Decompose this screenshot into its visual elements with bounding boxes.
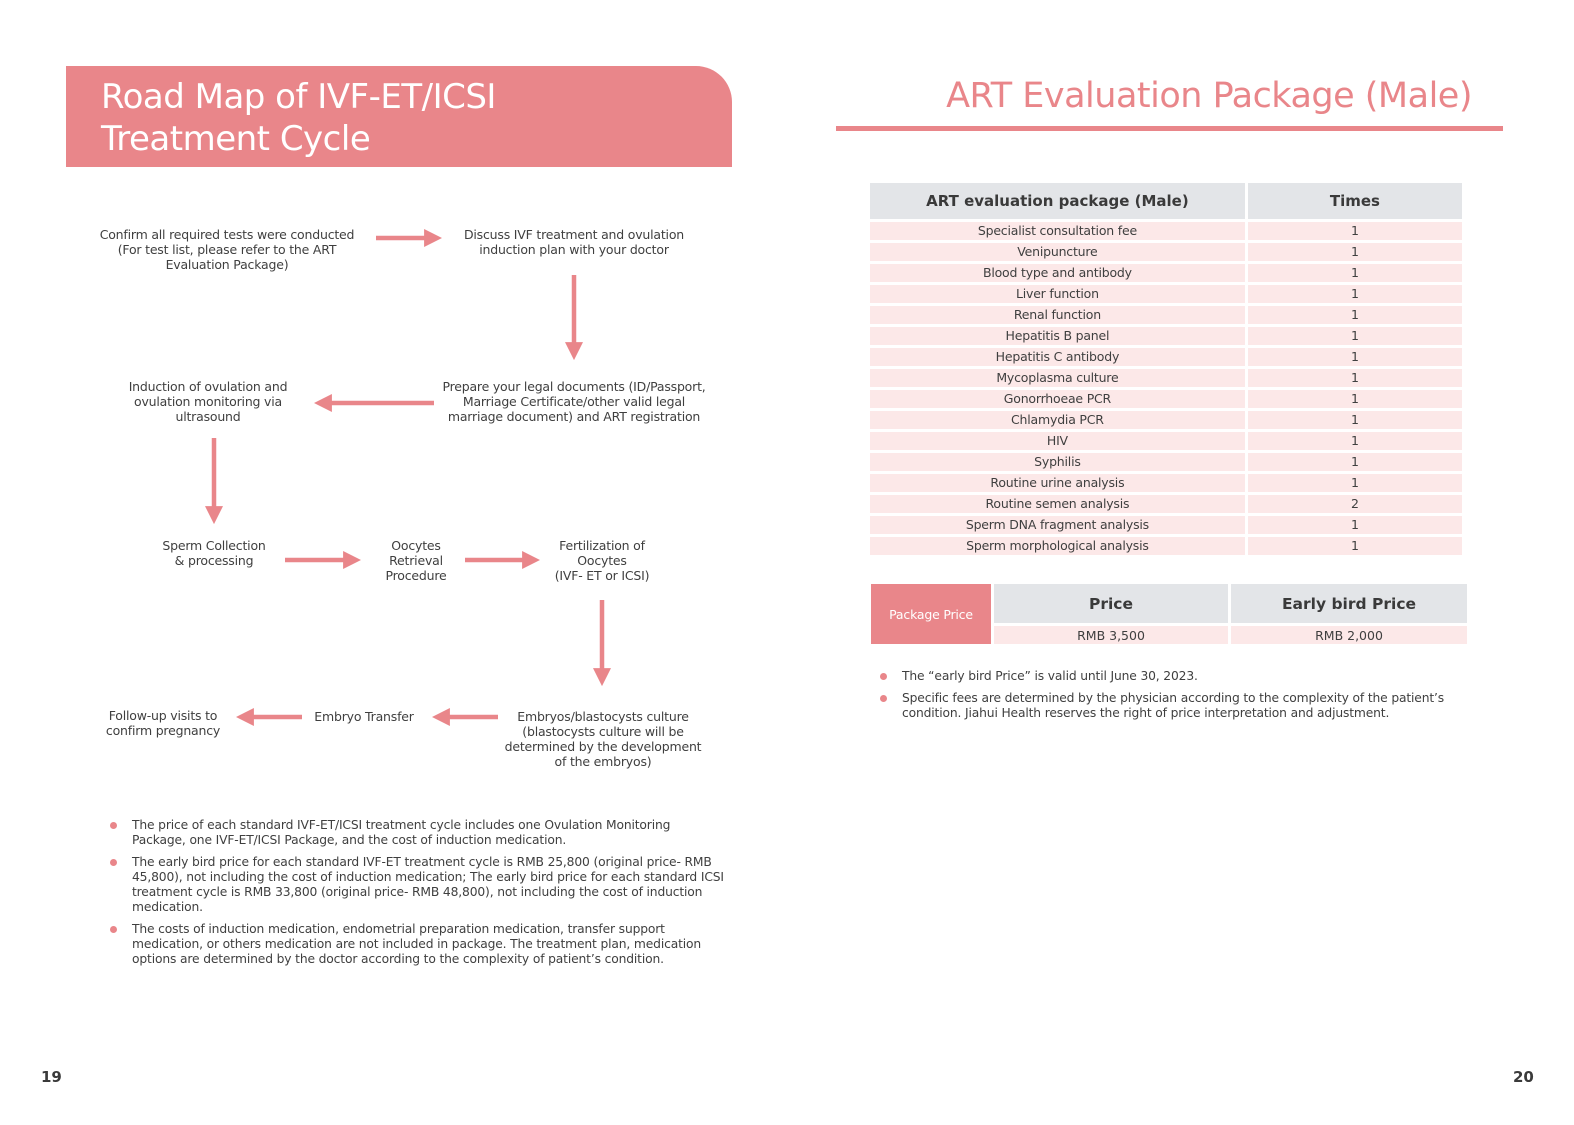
- item-name-cell: Sperm morphological analysis: [870, 537, 1245, 555]
- step-confirm-tests: Confirm all required tests were conducted (For test list, please refer to the ART Evaluation Package): [99, 227, 355, 272]
- item-times-cell: 1: [1248, 474, 1462, 492]
- item-times-cell: 1: [1248, 390, 1462, 408]
- item-name-cell: Liver function: [870, 285, 1245, 303]
- item-name-cell: Venipuncture: [870, 243, 1245, 261]
- table-header-row: [870, 183, 1462, 219]
- item-name-cell: Routine semen analysis: [870, 495, 1245, 513]
- item-name-cell: Hepatitis B panel: [870, 327, 1245, 345]
- early-bird-header: Early bird Price: [1231, 584, 1467, 623]
- item-name-cell: Renal function: [870, 306, 1245, 324]
- table-row: [870, 516, 1462, 534]
- item-name-cell: Gonorrhoeae PCR: [870, 390, 1245, 408]
- right-page-title: ART Evaluation Package (Male): [946, 76, 1472, 116]
- table-row: [870, 222, 1462, 240]
- step-fertilization: Fertilization of Oocytes (IVF- ET or ICSI): [554, 538, 650, 583]
- step-embryo-transfer: Embryo Transfer: [314, 709, 414, 724]
- bullet-icon: [110, 859, 117, 866]
- right-notes: [878, 669, 1478, 728]
- item-name-cell: Routine urine analysis: [870, 474, 1245, 492]
- item-name-cell: Syphilis: [870, 453, 1245, 471]
- price-value: RMB 3,500: [994, 626, 1228, 644]
- left-page-title: Road Map of IVF-ET/ICSI Treatment Cycle: [101, 77, 496, 159]
- item-name-cell: Sperm DNA fragment analysis: [870, 516, 1245, 534]
- price-header: Price: [994, 584, 1228, 623]
- table-row: [870, 327, 1462, 345]
- item-times-cell: 1: [1248, 432, 1462, 450]
- item-times-cell: 2: [1248, 495, 1462, 513]
- item-times-cell: 1: [1248, 348, 1462, 366]
- note-item: The “early bird Price” is valid until June 30, 2023.: [878, 669, 1478, 684]
- table-row: [870, 432, 1462, 450]
- table-row: [870, 348, 1462, 366]
- item-times-cell: 1: [1248, 327, 1462, 345]
- bullet-icon: [110, 822, 117, 829]
- item-times-cell: 1: [1248, 222, 1462, 240]
- evaluation-package-table: [867, 180, 1465, 558]
- bullet-icon: [110, 926, 117, 933]
- step-prepare-documents: Prepare your legal documents (ID/Passport, Marriage Certificate/other valid legal marriage document) and ART registration: [442, 379, 706, 424]
- table-row: [870, 306, 1462, 324]
- item-times-cell: 1: [1248, 264, 1462, 282]
- item-times-cell: 1: [1248, 285, 1462, 303]
- package-price-label: Package Price: [871, 584, 991, 644]
- item-times-cell: 1: [1248, 453, 1462, 471]
- early-bird-value: RMB 2,000: [1231, 626, 1467, 644]
- step-embryo-culture: Embryos/blastocysts culture (blastocysts culture will be determined by the development of the embryos): [504, 709, 702, 769]
- header-times: Times: [1248, 183, 1462, 219]
- item-name-cell: Mycoplasma culture: [870, 369, 1245, 387]
- header-package: ART evaluation package (Male): [870, 183, 1245, 219]
- note-item: Specific fees are determined by the physician according to the complexity of the patient’s condition. Jiahui Health reserves the right of price interpretation and adjustment.: [878, 691, 1478, 721]
- step-oocytes-retrieval: Oocytes Retrieval Procedure: [385, 538, 447, 583]
- table-row: [870, 285, 1462, 303]
- item-name-cell: HIV: [870, 432, 1245, 450]
- flow-arrows: [0, 0, 760, 800]
- item-times-cell: 1: [1248, 516, 1462, 534]
- item-times-cell: 1: [1248, 306, 1462, 324]
- item-times-cell: 1: [1248, 369, 1462, 387]
- table-row: [870, 495, 1462, 513]
- table-row: [870, 453, 1462, 471]
- item-name-cell: Blood type and antibody: [870, 264, 1245, 282]
- bullet-icon: [880, 673, 887, 680]
- table-row: [870, 411, 1462, 429]
- item-times-cell: 1: [1248, 411, 1462, 429]
- step-sperm-collection: Sperm Collection & processing: [162, 538, 266, 568]
- page-number-right: 20: [1513, 1068, 1534, 1086]
- step-induction-monitoring: Induction of ovulation and ovulation monitoring via ultrasound: [128, 379, 288, 424]
- item-name-cell: Specialist consultation fee: [870, 222, 1245, 240]
- note-item: The early bird price for each standard IVF-ET treatment cycle is RMB 25,800 (original price- RMB 45,800), not including the cost of induction medication; The early bird price for each standard ICSI treatment cycle is RMB 33,800 (original price- RMB 48,800), not including the cost of induction medication.: [108, 855, 708, 915]
- table-row: [870, 243, 1462, 261]
- item-name-cell: Hepatitis C antibody: [870, 348, 1245, 366]
- title-underline: [836, 126, 1503, 131]
- table-row: [870, 390, 1462, 408]
- left-notes: [108, 818, 724, 974]
- step-follow-up: Follow-up visits to confirm pregnancy: [105, 708, 221, 738]
- table-row: [870, 474, 1462, 492]
- step-discuss-plan: Discuss IVF treatment and ovulation induction plan with your doctor: [463, 227, 685, 257]
- note-item: The price of each standard IVF-ET/ICSI treatment cycle includes one Ovulation Monitoring Package, one IVF-ET/ICSI Package, and the cost of induction medication.: [108, 818, 708, 848]
- item-name-cell: Chlamydia PCR: [870, 411, 1245, 429]
- bullet-icon: [880, 695, 887, 702]
- item-times-cell: 1: [1248, 537, 1462, 555]
- table-row: [870, 369, 1462, 387]
- item-times-cell: 1: [1248, 243, 1462, 261]
- note-item: The costs of induction medication, endometrial preparation medication, transfer support medication, or others medication are not included in package. The treatment plan, medication options are determined by the doctor according to the complexity of patient’s condition.: [108, 922, 708, 967]
- table-row: [870, 264, 1462, 282]
- page-number-left: 19: [41, 1068, 62, 1086]
- table-row: [870, 537, 1462, 555]
